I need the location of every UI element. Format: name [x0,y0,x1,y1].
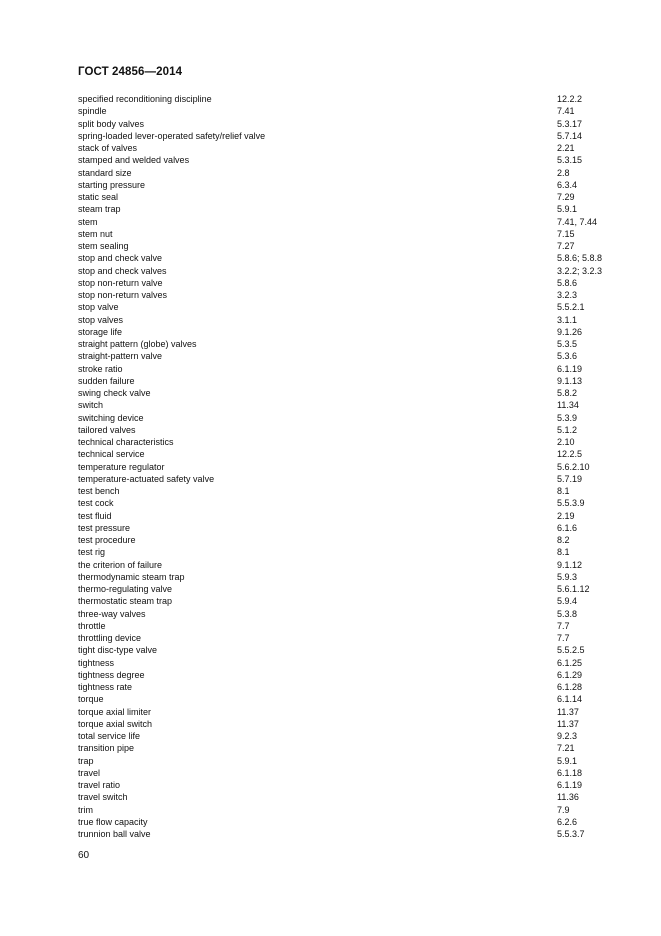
index-reference: 7.41, 7.44 [557,216,598,227]
index-reference: 3.1.1 [557,314,578,325]
index-entry [78,583,618,595]
index-reference: 2.21 [557,143,575,153]
index-reference: 7.15 [557,228,575,239]
index-entry [78,485,618,497]
index-term: stop and check valve [78,253,163,264]
index-term: static seal [78,192,119,202]
index-term: test rig [78,547,106,558]
index-term: tight disc-type valve [78,645,158,656]
index-reference: 11.37 [557,718,579,729]
index-reference: 5.5.3.9 [557,498,585,509]
index-entry [78,534,618,546]
index-entry [78,767,618,779]
index-term: starting pressure [78,179,146,190]
index-reference: 9.2.3 [557,731,578,741]
index-reference: 2.19 [557,510,575,521]
index-entry [78,338,618,350]
index-term: straight-pattern valve [78,351,163,362]
index-reference: 8.1 [557,486,570,496]
index-entry [78,399,618,411]
index-reference: 5.1.2 [557,424,578,435]
index-term: true flow capacity [78,816,148,827]
index-reference: 5.3.5 [557,339,578,349]
index-term: steam trap [78,204,121,215]
index-reference: 7.9 [557,804,570,815]
index-reference: 2.8 [557,167,570,178]
index-reference: 3.2.2; 3.2.3 [557,265,603,276]
index-term: storage life [78,326,123,337]
index-term: straight pattern (globe) valves [78,339,197,349]
index-entry [78,240,618,252]
term-index-list [78,93,618,840]
index-reference: 5.9.1 [557,755,578,766]
index-reference: 5.3.9 [557,412,578,423]
index-entry [78,375,618,387]
index-entry [78,277,618,289]
index-term: split body valves [78,118,145,129]
index-reference: 6.1.19 [557,780,583,790]
index-reference: 12.2.5 [557,449,583,460]
index-term: technical service [78,449,145,460]
index-entry [78,265,618,277]
index-entry [78,718,618,730]
index-term: thermo-regulating valve [78,584,173,594]
index-term: stamped and welded valves [78,155,190,166]
index-term: test cock [78,498,114,509]
index-entry [78,559,618,571]
index-reference: 5.5.2.1 [557,302,585,313]
index-term: throttle [78,620,106,631]
index-entry [78,118,618,130]
index-entry [78,791,618,803]
index-term: torque axial switch [78,718,153,729]
index-reference: 7.27 [557,241,575,251]
index-term: stop valve [78,302,119,313]
index-reference: 8.1 [557,547,570,558]
index-entry [78,461,618,473]
index-term: throttling device [78,633,142,643]
index-term: torque [78,694,104,705]
index-reference: 7.7 [557,620,570,631]
index-reference: 5.3.17 [557,118,583,129]
index-term: spring-loaded lever-operated safety/relief valve [78,130,266,141]
index-reference: 5.5.3.7 [557,829,585,839]
index-entry [78,301,618,313]
index-reference: 5.9.3 [557,571,578,582]
index-term: temperature regulator [78,461,165,472]
index-entry [78,130,618,142]
index-reference: 6.2.6 [557,816,578,827]
index-entry [78,608,618,620]
index-reference: 12.2.2 [557,94,583,104]
index-term: stroke ratio [78,363,123,374]
index-term: stem sealing [78,241,129,251]
index-entry [78,742,618,754]
index-entry [78,669,618,681]
index-reference: 2.10 [557,437,575,447]
index-entry [78,620,618,632]
index-term: the criterion of failure [78,559,163,570]
index-term: thermostatic steam trap [78,596,173,607]
index-reference: 3.2.3 [557,290,578,300]
index-term: stack of valves [78,143,138,153]
index-entry [78,216,618,228]
index-entry [78,816,618,828]
index-reference: 6.1.18 [557,767,583,778]
index-reference: 11.36 [557,792,579,803]
index-term: sudden failure [78,375,135,386]
index-reference: 5.3.8 [557,608,578,619]
index-entry [78,412,618,424]
index-entry [78,228,618,240]
index-reference: 6.3.4 [557,179,578,190]
index-reference: 11.34 [557,400,579,411]
index-entry [78,828,618,840]
index-entry [78,436,618,448]
index-reference: 5.5.2.5 [557,645,585,656]
index-term: stop valves [78,314,124,325]
index-entry [78,571,618,583]
index-term: swing check valve [78,388,151,398]
index-entry [78,191,618,203]
index-entry [78,497,618,509]
index-term: spindle [78,106,107,117]
index-entry [78,657,618,669]
index-term: stem [78,216,98,227]
index-reference: 5.7.19 [557,473,583,484]
index-reference: 5.9.1 [557,204,578,215]
index-reference: 5.9.4 [557,596,578,607]
index-entry [78,105,618,117]
index-term: travel switch [78,792,128,803]
index-reference: 5.3.15 [557,155,583,166]
index-term: stop and check valves [78,265,167,276]
index-entry [78,154,618,166]
index-term: test fluid [78,510,112,521]
index-term: technical characteristics [78,437,174,447]
index-reference: 6.1.29 [557,669,583,680]
index-entry [78,424,618,436]
index-reference: 6.1.28 [557,682,583,692]
index-term: total service life [78,731,141,741]
index-reference: 7.7 [557,633,570,643]
index-reference: 6.1.25 [557,657,583,668]
index-reference: 6.1.6 [557,522,578,533]
index-entry [78,632,618,644]
index-entry [78,473,618,485]
index-reference: 5.7.14 [557,130,583,141]
index-entry [78,252,618,264]
index-term: tightness [78,657,115,668]
page-number: 60 [78,850,90,861]
index-entry [78,363,618,375]
index-entry [78,804,618,816]
index-entry [78,595,618,607]
index-term: travel [78,767,101,778]
index-term: switch [78,400,104,411]
index-entry [78,706,618,718]
index-reference: 5.8.6; 5.8.8 [557,253,603,264]
index-reference: 8.2 [557,535,570,545]
index-reference: 5.6.2.10 [557,461,590,472]
index-reference: 5.8.2 [557,388,578,398]
index-entry [78,546,618,558]
index-term: trunnion ball valve [78,829,151,839]
index-reference: 11.37 [557,706,579,717]
index-term: test bench [78,486,120,496]
index-entry [78,779,618,791]
document-header: ГОСТ 24856—2014 [78,66,183,78]
index-entry [78,681,618,693]
index-term: travel ratio [78,780,121,790]
index-term: temperature-actuated safety valve [78,473,215,484]
index-term: tightness rate [78,682,133,692]
index-entry [78,350,618,362]
index-term: transition pipe [78,743,135,754]
index-term: test pressure [78,522,131,533]
index-entry [78,522,618,534]
index-reference: 7.29 [557,192,575,202]
index-entry [78,314,618,326]
index-term: thermodynamic steam trap [78,571,185,582]
index-entry [78,179,618,191]
index-entry [78,167,618,179]
index-reference: 7.41 [557,106,575,117]
index-reference: 9.1.13 [557,375,583,386]
index-reference: 5.3.6 [557,351,578,362]
index-entry [78,693,618,705]
index-reference: 7.21 [557,743,575,754]
index-term: tailored valves [78,424,136,435]
index-term: trap [78,755,94,766]
index-term: standard size [78,167,132,178]
index-entry [78,289,618,301]
index-term: stop non-return valve [78,277,163,288]
index-reference: 6.1.19 [557,363,583,374]
index-entry [78,448,618,460]
index-entry [78,755,618,767]
index-term: switching device [78,412,144,423]
index-term: torque axial limiter [78,706,152,717]
index-term: tightness degree [78,669,145,680]
index-term: stop non-return valves [78,290,168,300]
index-entry [78,93,618,105]
index-entry [78,644,618,656]
index-term: three-way valves [78,608,146,619]
index-entry [78,203,618,215]
index-entry [78,326,618,338]
index-term: test procedure [78,535,136,545]
index-entry [78,142,618,154]
index-term: specified reconditioning discipline [78,94,212,104]
index-entry [78,510,618,522]
index-term: stem nut [78,228,113,239]
index-reference: 9.1.12 [557,559,583,570]
index-reference: 9.1.26 [557,326,583,337]
index-term: trim [78,804,93,815]
index-entry [78,387,618,399]
index-reference: 5.6.1.12 [557,584,590,594]
index-entry [78,730,618,742]
index-reference: 5.8.6 [557,277,578,288]
index-reference: 6.1.14 [557,694,583,705]
